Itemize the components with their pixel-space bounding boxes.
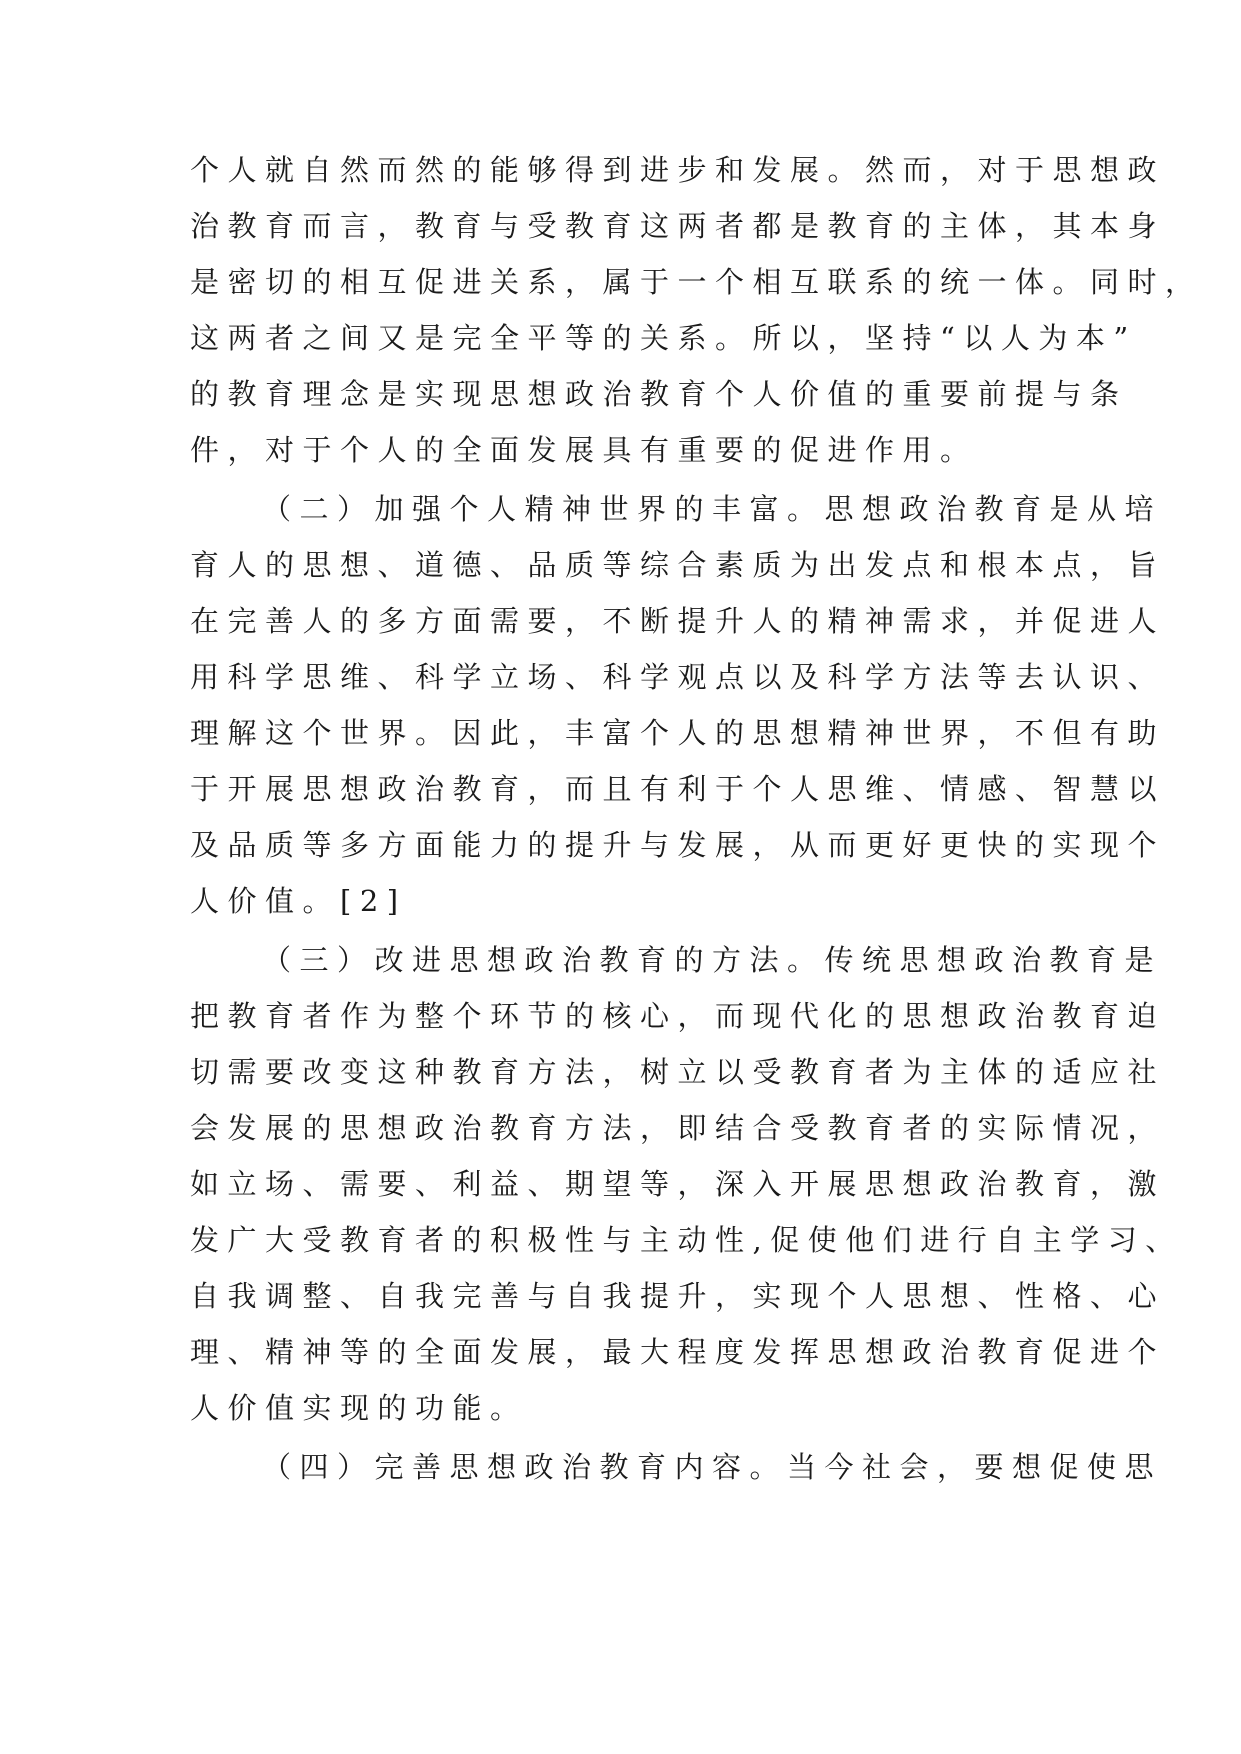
text-line: 的教育理念是实现思想政治教育个人价值的重要前提与条: [190, 377, 1128, 411]
text-line: 在完善人的多方面需要，不断提升人的精神需求，并促进人: [190, 604, 1166, 638]
text-line: 治教育而言，教育与受教育这两者都是教育的主体，其本身: [190, 209, 1166, 243]
paragraph-heading-line: （二）加强个人精神世界的丰富。思想政治教育是从培: [262, 492, 1163, 526]
text-line: 育人的思想、道德、品质等综合素质为出发点和根本点，旨: [190, 548, 1166, 582]
text-line: 切需要改变这种教育方法，树立以受教育者为主体的适应社: [190, 1055, 1166, 1089]
text-line: 这两者之间又是完全平等的关系。所以，坚持“以人为本”: [190, 321, 1137, 355]
text-line: 理、精神等的全面发展，最大程度发挥思想政治教育促进个: [190, 1335, 1166, 1369]
text-line: 自我调整、自我完善与自我提升，实现个人思想、性格、心: [190, 1279, 1166, 1313]
text-line: 理解这个世界。因此，丰富个人的思想精神世界，不但有助: [190, 716, 1166, 750]
text-line: 是密切的相互促进关系，属于一个相互联系的统一体。同时，: [190, 265, 1203, 299]
paragraph-heading-line: （四）完善思想政治教育内容。当今社会，要想促使思: [262, 1450, 1163, 1484]
text-line: 把教育者作为整个环节的核心，而现代化的思想政治教育迫: [190, 999, 1166, 1033]
text-line: 于开展思想政治教育，而且有利于个人思维、情感、智慧以: [190, 772, 1166, 806]
text-line: 件，对于个人的全面发展具有重要的促进作用。: [190, 433, 978, 467]
paragraph-heading-line: （三）改进思想政治教育的方法。传统思想政治教育是: [262, 943, 1163, 977]
text-line: 会发展的思想政治教育方法，即结合受教育者的实际情况，: [190, 1111, 1166, 1145]
text-line: 发广大受教育者的积极性与主动性,促使他们进行自主学习、: [190, 1223, 1183, 1257]
text-line: 如立场、需要、利益、期望等，深入开展思想政治教育，激: [190, 1167, 1166, 1201]
text-line: 用科学思维、科学立场、科学观点以及科学方法等去认识、: [190, 660, 1166, 694]
text-line: 人价值。[2]: [190, 884, 407, 918]
text-line: 人价值实现的功能。: [190, 1391, 528, 1425]
text-line: 个人就自然而然的能够得到进步和发展。然而，对于思想政: [190, 153, 1166, 187]
text-line: 及品质等多方面能力的提升与发展，从而更好更快的实现个: [190, 828, 1166, 862]
